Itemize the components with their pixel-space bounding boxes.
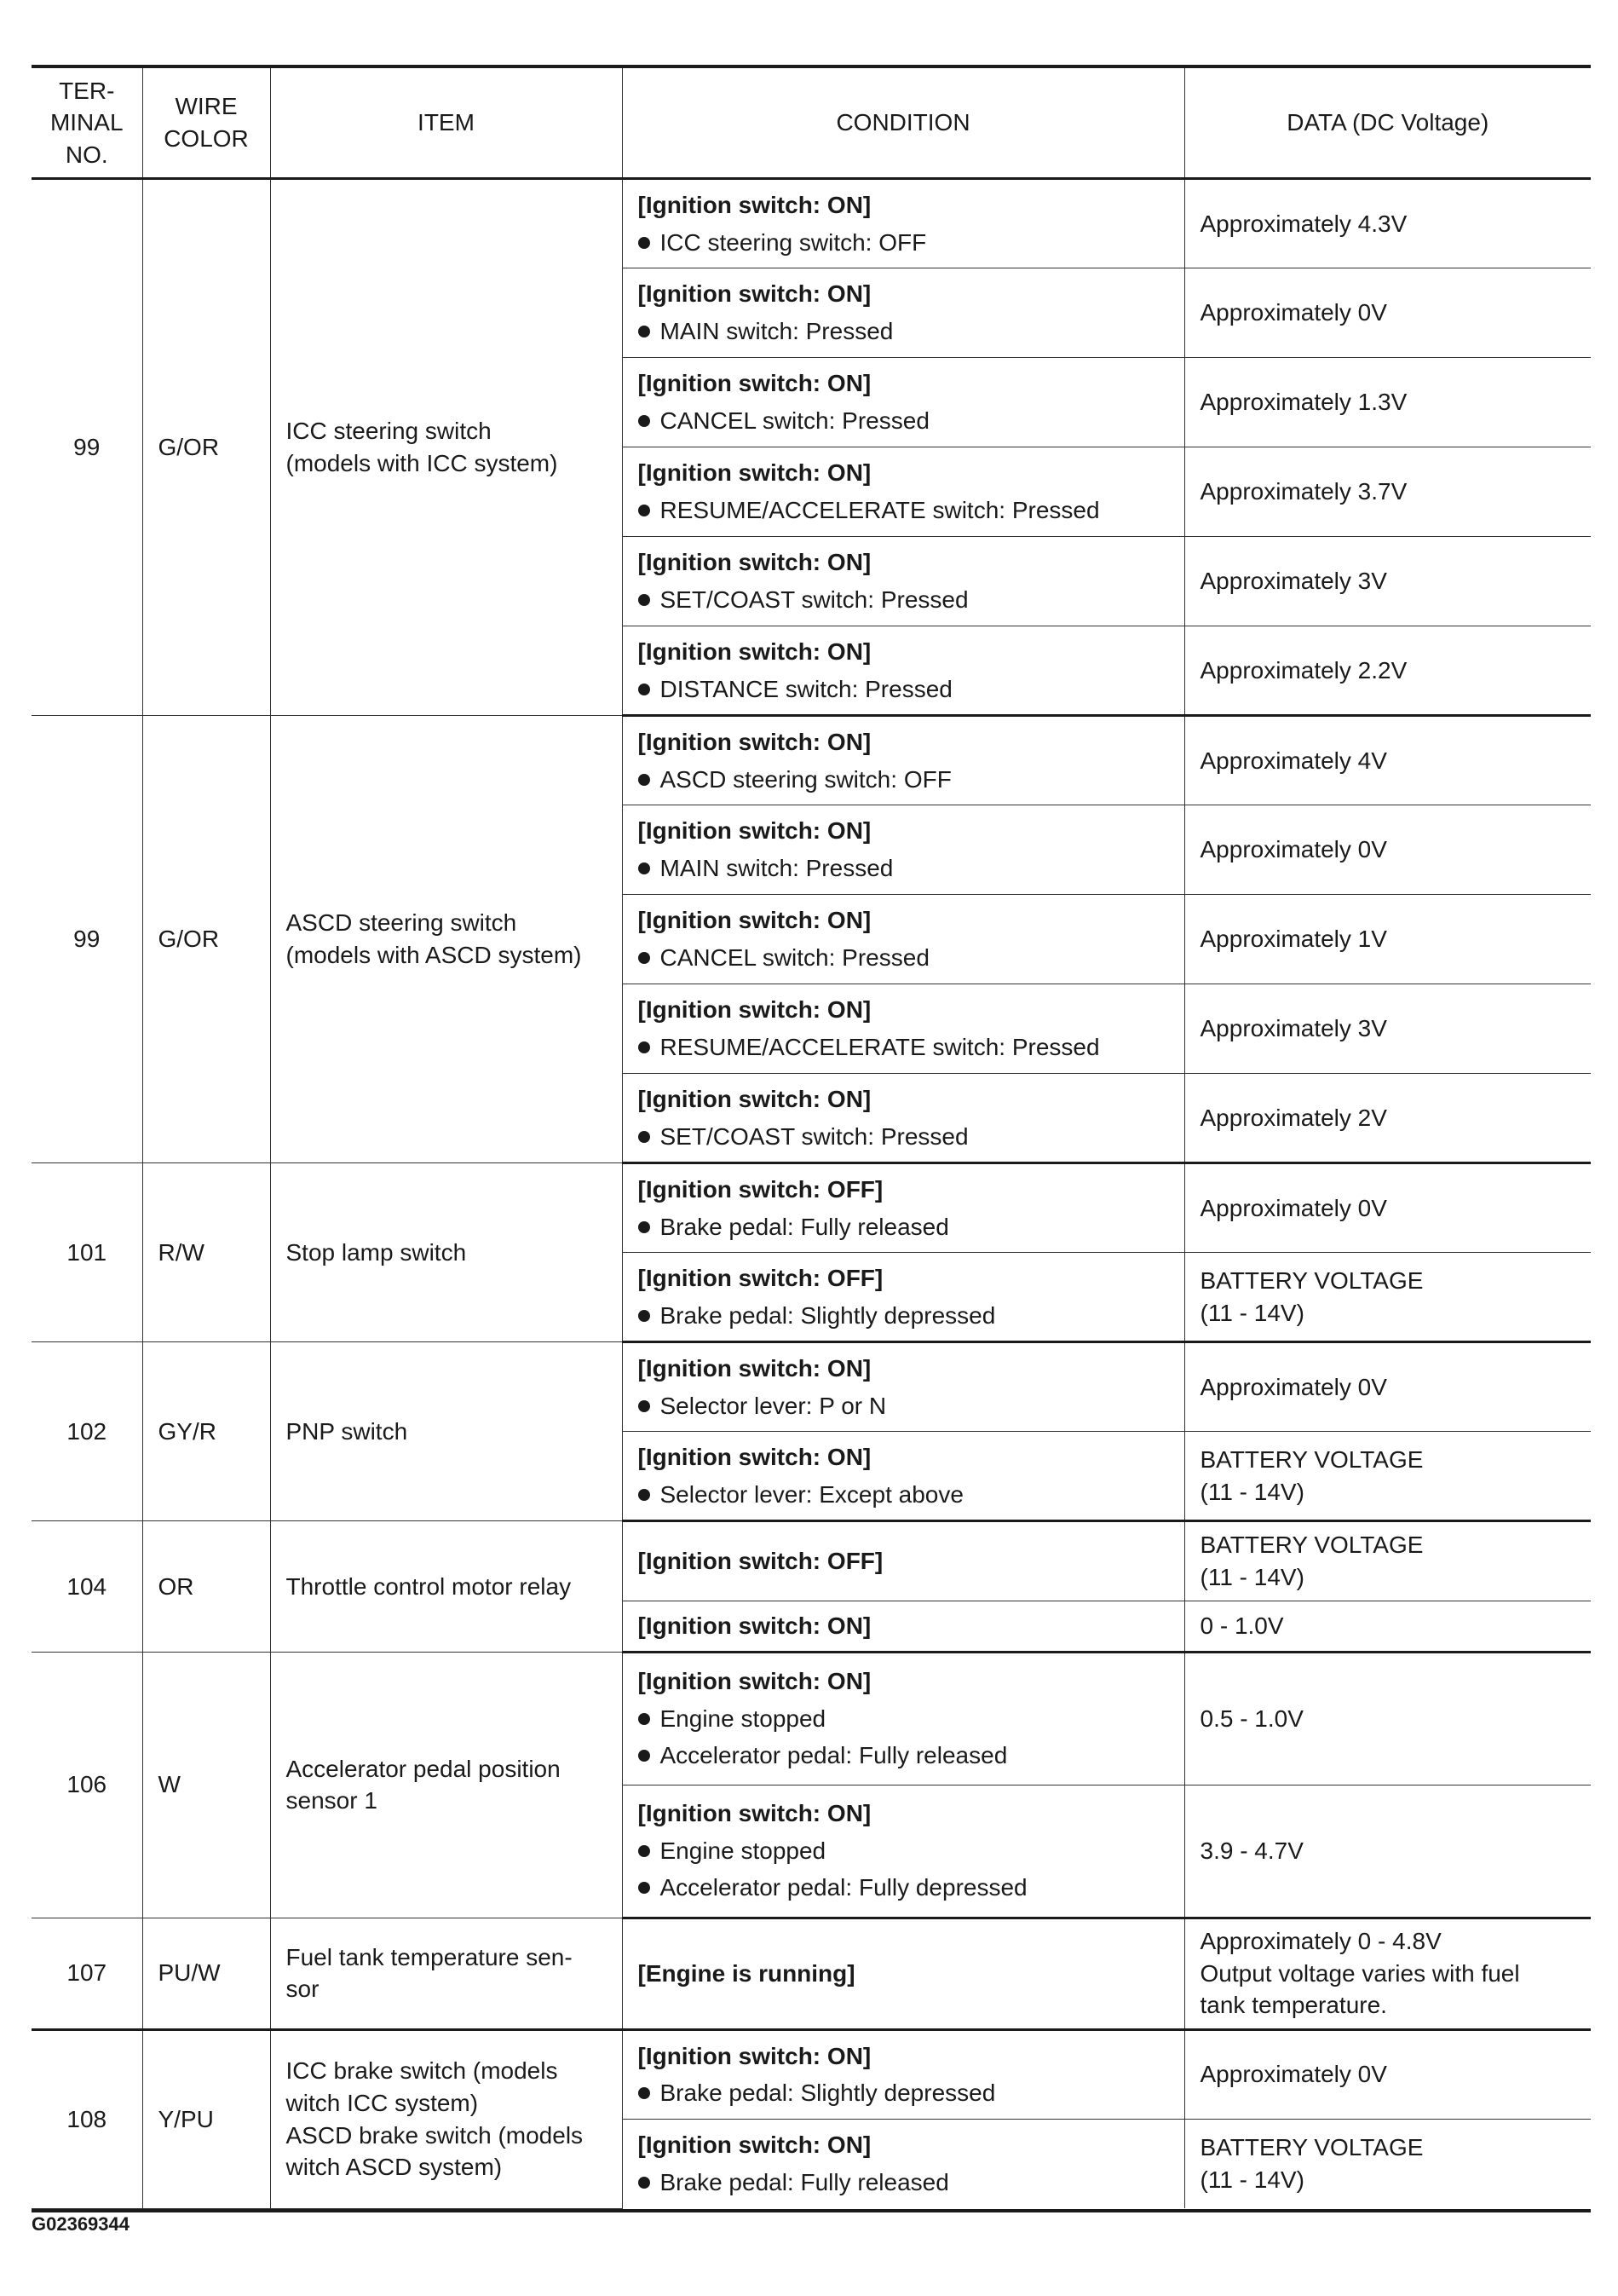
condition-bullet-text: RESUME/ACCELERATE switch: Pressed [659, 1034, 1100, 1060]
header-terminal-no: TER- MINAL NO. [32, 68, 142, 179]
data-voltage-text: Approximately 0 - 4.8V Output voltage varies with fuel tank temperature. [1200, 1928, 1520, 2019]
bullet-dot-icon [638, 2177, 650, 2189]
condition-cell [622, 1074, 1184, 1163]
wire-color: G/OR [142, 716, 270, 1163]
table-row [32, 1342, 1591, 1432]
bullet-dot-icon [638, 1131, 650, 1143]
terminal-no: 101 [32, 1163, 142, 1342]
condition-heading: [Ignition switch: ON] [637, 280, 872, 308]
wire-color: OR [142, 1521, 270, 1653]
condition-heading: [Ignition switch: ON] [637, 996, 872, 1024]
table-row [32, 1918, 1591, 2029]
table-row [32, 1163, 1591, 1253]
item-description [270, 2029, 622, 2208]
data-voltage-text: Approximately 0V [1200, 2061, 1387, 2088]
table-header [32, 68, 1591, 179]
condition-bullet-text: Accelerator pedal: Fully depressed [659, 1874, 1028, 1901]
condition-bullet-text: ICC steering switch: OFF [659, 228, 927, 256]
bullet-dot-icon [638, 1041, 650, 1053]
condition-heading: [Ignition switch: ON] [637, 728, 872, 755]
condition-bullet [638, 852, 1169, 885]
condition-bullet-text: MAIN switch: Pressed [659, 855, 894, 881]
table-row [32, 2029, 1591, 2119]
terminal-data-table [32, 65, 1591, 2212]
bullet-dot-icon [638, 2087, 650, 2099]
condition-heading: [Ignition switch: ON] [637, 1443, 872, 1470]
data-voltage [1184, 1253, 1591, 1342]
data-voltage-text: BATTERY VOLTAGE (11 - 14V) [1200, 1266, 1424, 1326]
wire-color: PU/W [142, 1918, 270, 2029]
item-description [270, 179, 622, 716]
condition-cell [622, 1521, 1184, 1601]
bullet-dot-icon [638, 1845, 650, 1857]
table-body [32, 179, 1591, 2209]
data-voltage [1184, 358, 1591, 447]
item-text: Stop lamp switch [285, 1238, 467, 1266]
table-row [32, 1521, 1591, 1601]
condition-bullet [638, 494, 1169, 527]
condition-bullet [638, 1703, 1169, 1735]
bullet-dot-icon [638, 237, 650, 249]
item-text: Throttle control motor relay [285, 1572, 572, 1600]
bullet-dot-icon [638, 1400, 650, 1412]
data-voltage [1184, 1342, 1591, 1432]
condition-heading: [Ignition switch: OFF] [637, 1264, 884, 1291]
condition-cell [622, 805, 1184, 895]
data-voltage [1184, 447, 1591, 537]
bullet-dot-icon [638, 1750, 650, 1762]
condition-bullet [638, 315, 1169, 348]
condition-cell [622, 537, 1184, 626]
condition-bullet-text: Engine stopped [659, 1837, 826, 1864]
condition-bullet [638, 673, 1169, 706]
condition-heading: [Ignition switch: ON] [637, 1085, 872, 1112]
data-voltage [1184, 1074, 1591, 1163]
data-voltage-text: Approximately 3V [1200, 568, 1387, 595]
condition-bullet-text: SET/COAST switch: Pressed [659, 1122, 969, 1150]
condition-heading: [Ignition switch: ON] [637, 459, 872, 487]
condition-cell [622, 1601, 1184, 1653]
bullet-dot-icon [638, 505, 650, 516]
terminal-no: 99 [32, 716, 142, 1163]
data-voltage [1184, 1521, 1591, 1601]
condition-bullet [638, 1211, 1169, 1243]
condition-bullet [638, 227, 1169, 259]
terminal-no: 106 [32, 1652, 142, 1918]
condition-cell [622, 2119, 1184, 2208]
condition-bullet [638, 1835, 1169, 1867]
data-voltage-text: BATTERY VOLTAGE (11 - 14V) [1200, 1532, 1424, 1590]
item-description [270, 1652, 622, 1918]
wire-color: GY/R [142, 1342, 270, 1521]
condition-bullet-text: Brake pedal: Slightly depressed [659, 2080, 996, 2107]
table-row [32, 179, 1591, 268]
condition-bullet [638, 1121, 1169, 1153]
condition-bullet-text: SET/COAST switch: Pressed [659, 586, 969, 613]
data-voltage-text: Approximately 2V [1200, 1104, 1387, 1131]
terminal-no: 107 [32, 1918, 142, 2029]
data-voltage-text: Approximately 2.2V [1200, 656, 1408, 684]
data-voltage [1184, 1432, 1591, 1521]
bullet-dot-icon [638, 1310, 650, 1322]
data-voltage [1184, 1601, 1591, 1653]
condition-bullet-text: RESUME/ACCELERATE switch: Pressed [659, 497, 1100, 523]
condition-heading: [Ignition switch: ON] [637, 191, 872, 218]
condition-cell [622, 1652, 1184, 1785]
data-voltage-text: Approximately 0V [1200, 1373, 1387, 1400]
condition-heading: [Ignition switch: OFF] [637, 1548, 884, 1575]
data-voltage [1184, 984, 1591, 1074]
item-description [270, 1521, 622, 1653]
condition-heading: [Ignition switch: ON] [637, 1800, 872, 1827]
bullet-dot-icon [638, 326, 650, 337]
condition-cell [622, 447, 1184, 537]
condition-bullet-text: DISTANCE switch: Pressed [659, 675, 953, 702]
condition-cell [622, 268, 1184, 358]
condition-bullet-text: Accelerator pedal: Fully released [659, 1742, 1008, 1769]
condition-bullet-text: Engine stopped [659, 1705, 826, 1732]
data-voltage-text: Approximately 0V [1200, 836, 1387, 863]
condition-bullet-text: CANCEL switch: Pressed [659, 944, 930, 971]
condition-cell [622, 626, 1184, 716]
data-voltage-text: BATTERY VOLTAGE (11 - 14V) [1200, 1445, 1424, 1505]
item-text: Accelerator pedal position sensor 1 [285, 1755, 561, 1814]
condition-heading: [Ignition switch: ON] [637, 637, 872, 665]
condition-heading: [Ignition switch: ON] [637, 549, 872, 576]
condition-cell [622, 1785, 1184, 1918]
condition-bullet-text: Selector lever: P or N [659, 1392, 887, 1419]
data-voltage [1184, 895, 1591, 984]
condition-heading: [Ignition switch: ON] [637, 907, 872, 934]
condition-cell [622, 1918, 1184, 2029]
data-voltage [1184, 1918, 1591, 2029]
condition-heading: [Ignition switch: ON] [637, 2132, 872, 2159]
data-voltage-text: 3.9 - 4.7V [1200, 1837, 1304, 1864]
wire-color: W [142, 1652, 270, 1918]
condition-bullet [638, 405, 1169, 437]
data-voltage-text: Approximately 0V [1200, 1194, 1387, 1221]
item-description [270, 1163, 622, 1342]
wire-color: R/W [142, 1163, 270, 1342]
data-voltage [1184, 2029, 1591, 2119]
data-voltage-text: 0 - 1.0V [1200, 1612, 1284, 1639]
condition-cell [622, 716, 1184, 805]
condition-bullet-text: MAIN switch: Pressed [659, 318, 894, 344]
condition-cell [622, 179, 1184, 268]
condition-bullet-text: Selector lever: Except above [659, 1480, 964, 1508]
item-text: PNP switch [285, 1417, 408, 1445]
item-text: ICC brake switch (models witch ICC system) ASCD brake switch (models witch ASCD system) [285, 2057, 584, 2181]
wire-color: G/OR [142, 179, 270, 716]
data-voltage-text: 0.5 - 1.0V [1200, 1705, 1304, 1732]
table-row [32, 1652, 1591, 1785]
figure-code: G02369344 [32, 2213, 130, 2235]
data-voltage-text: Approximately 1V [1200, 926, 1387, 953]
data-voltage-text: Approximately 3V [1200, 1015, 1387, 1042]
terminal-no: 102 [32, 1342, 142, 1521]
header-condition: CONDITION [622, 68, 1184, 179]
data-voltage [1184, 626, 1591, 716]
condition-heading: [Ignition switch: ON] [637, 1668, 872, 1695]
condition-bullet-text: Brake pedal: Fully released [659, 2168, 949, 2195]
data-voltage [1184, 716, 1591, 805]
condition-bullet [638, 942, 1169, 974]
condition-cell [622, 358, 1184, 447]
data-voltage-text: Approximately 3.7V [1200, 478, 1408, 505]
item-text: ICC steering switch (models with ICC system) [285, 418, 558, 476]
item-description [270, 716, 622, 1163]
bullet-dot-icon [638, 1882, 650, 1894]
item-description [270, 1342, 622, 1521]
condition-bullet [638, 584, 1169, 616]
bullet-dot-icon [638, 684, 650, 695]
condition-heading: [Ignition switch: ON] [637, 370, 872, 397]
terminal-no: 99 [32, 179, 142, 716]
bullet-dot-icon [638, 1489, 650, 1501]
item-text: ASCD steering switch (models with ASCD system) [285, 909, 582, 968]
condition-cell [622, 895, 1184, 984]
bullet-dot-icon [638, 1221, 650, 1233]
condition-bullet [638, 764, 1169, 796]
condition-bullet-text: Brake pedal: Fully released [659, 1213, 949, 1240]
condition-bullet-text: CANCEL switch: Pressed [659, 407, 930, 434]
wire-color: Y/PU [142, 2029, 270, 2208]
condition-bullet-text: ASCD steering switch: OFF [659, 765, 952, 793]
condition-bullet [638, 1390, 1169, 1422]
condition-heading: [Ignition switch: ON] [637, 1354, 872, 1382]
condition-cell [622, 1253, 1184, 1342]
data-voltage [1184, 1163, 1591, 1253]
condition-cell [622, 984, 1184, 1074]
condition-heading: [Engine is running] [637, 1959, 855, 1987]
bullet-dot-icon [638, 594, 650, 606]
terminal-no: 108 [32, 2029, 142, 2208]
condition-heading: [Ignition switch: ON] [637, 1612, 872, 1639]
condition-bullet-text: Brake pedal: Slightly depressed [659, 1301, 996, 1329]
data-voltage [1184, 179, 1591, 268]
header-item: ITEM [270, 68, 622, 179]
data-voltage [1184, 1652, 1591, 1785]
bullet-dot-icon [638, 952, 650, 964]
data-voltage-text: Approximately 1.3V [1200, 389, 1408, 416]
item-description [270, 1918, 622, 2029]
condition-bullet [638, 2166, 1169, 2199]
item-text: Fuel tank temperature sen- sor [285, 1943, 573, 2003]
condition-bullet [638, 1300, 1169, 1332]
condition-cell [622, 1342, 1184, 1432]
data-voltage-text: Approximately 4.3V [1200, 210, 1408, 237]
bullet-dot-icon [638, 774, 650, 786]
condition-bullet [638, 1872, 1169, 1904]
condition-heading: [Ignition switch: ON] [637, 2042, 872, 2069]
data-voltage-text: Approximately 0V [1200, 299, 1387, 326]
condition-bullet [638, 1031, 1169, 1064]
condition-cell [622, 2029, 1184, 2119]
bullet-dot-icon [638, 1713, 650, 1725]
condition-cell [622, 1432, 1184, 1521]
condition-heading: [Ignition switch: ON] [637, 817, 872, 845]
table-row [32, 716, 1591, 805]
terminal-no: 104 [32, 1521, 142, 1653]
data-voltage-text: Approximately 4V [1200, 747, 1387, 774]
data-voltage-text: BATTERY VOLTAGE (11 - 14V) [1200, 2134, 1424, 2193]
header-data: DATA (DC Voltage) [1184, 68, 1591, 179]
data-voltage [1184, 537, 1591, 626]
condition-heading: [Ignition switch: OFF] [637, 1175, 884, 1203]
condition-cell [622, 1163, 1184, 1253]
bullet-dot-icon [638, 862, 650, 874]
data-voltage [1184, 1785, 1591, 1918]
header-wire-color: WIRE COLOR [142, 68, 270, 179]
condition-bullet [638, 1479, 1169, 1511]
bullet-dot-icon [638, 415, 650, 427]
data-voltage [1184, 268, 1591, 358]
condition-bullet [638, 1739, 1169, 1772]
data-voltage [1184, 2119, 1591, 2208]
condition-bullet [638, 2077, 1169, 2109]
data-voltage [1184, 805, 1591, 895]
